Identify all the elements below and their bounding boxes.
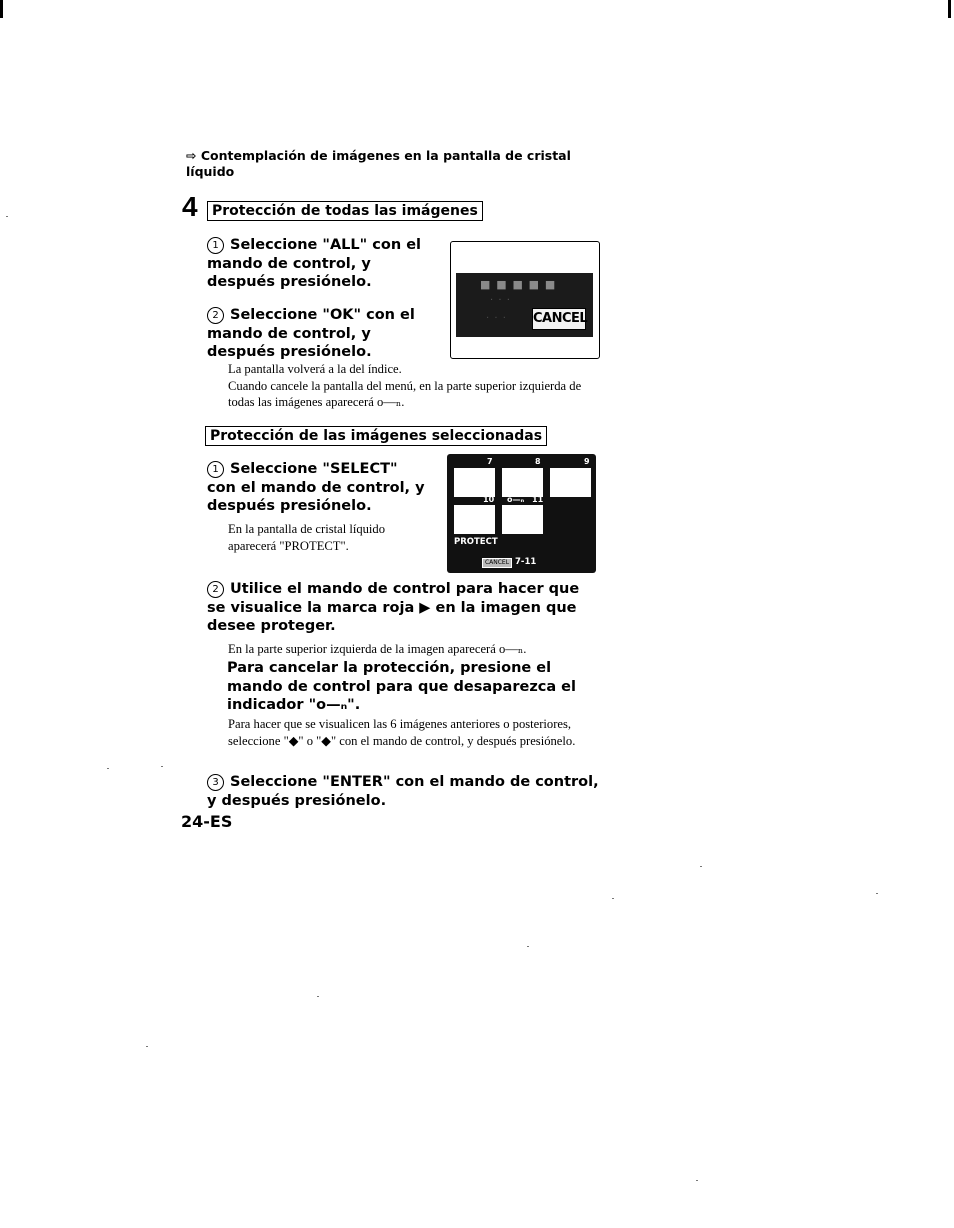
scan-edge-mark-left — [0, 0, 3, 18]
note-all-line1: La pantalla volverá a la del índice. — [228, 362, 402, 376]
page-number: 24-ES — [181, 812, 233, 831]
step-sel-1 — [207, 460, 429, 516]
scan-speck — [6, 216, 8, 217]
note-all — [228, 361, 588, 411]
note-sel-2: En la parte superior izquierda de la imagen aparecerá o—ₙ. — [228, 642, 527, 656]
scan-speck — [696, 1180, 698, 1181]
cancel-button: CANCEL — [532, 308, 586, 330]
thumbnail-9 — [550, 468, 591, 497]
step-all-1 — [207, 236, 439, 292]
heading-protect-all: Protección de todas las imágenes — [207, 201, 483, 221]
thumb-label: 11 — [532, 495, 544, 504]
cancel-button: CANCEL — [482, 558, 512, 568]
step-all-2 — [207, 306, 439, 362]
thumbnail-10 — [454, 505, 495, 534]
thumb-label: 7 — [487, 457, 493, 466]
step-sel-3 — [207, 773, 602, 810]
scan-speck — [107, 768, 109, 769]
thumb-label: 9 — [584, 457, 590, 466]
lcd-menu-row-1: ■ ■ ■ ■ ■ — [480, 278, 557, 291]
lcd-display — [456, 273, 593, 337]
protect-key-icon: o—ₙ — [507, 495, 525, 504]
step-marker-1: 1 — [207, 237, 224, 254]
scan-speck — [527, 946, 529, 947]
step-marker-2: 2 — [207, 307, 224, 324]
lcd-menu-row-2: · · · — [490, 295, 511, 306]
note-sel-1: En la pantalla de cristal líquido aparecerá "PROTECT". — [228, 522, 386, 553]
scan-speck — [876, 893, 878, 894]
step-number: 4 — [182, 191, 198, 222]
scan-speck — [317, 996, 319, 997]
step-all-1-text: Seleccione "ALL" con el mando de control, y después presiónelo. — [207, 237, 421, 290]
lcd-menu-row-3: · · · — [486, 313, 507, 324]
thumbnail-8 — [502, 468, 543, 497]
note-navigation: Para hacer que se visualicen las 6 imágenes anteriores o posteriores, seleccione "◆" o "◆" con el mando de control, y después presiónelo. — [228, 717, 576, 748]
step-marker-3: 3 — [207, 774, 224, 791]
step-sel-1-text: Seleccione "SELECT" con el mando de control, y después presiónelo. — [207, 461, 425, 514]
scan-speck — [700, 866, 702, 867]
step-marker-2: 2 — [207, 581, 224, 598]
thumb-label: 8 — [535, 457, 541, 466]
lcd-screen-select-illustration — [447, 454, 596, 573]
step-sel-2-text: Utilice el mando de control para hacer que se visualice la marca roja ▶ en la imagen que desee proteger. — [207, 581, 580, 634]
lcd-screen-all-illustration — [450, 241, 600, 359]
page-header: ⇨ Contemplación de imágenes en la pantalla de cristal líquido — [186, 148, 571, 179]
scan-speck — [146, 1046, 148, 1047]
step-sel-3-text: Seleccione "ENTER" con el mando de control, y después presiónelo. — [207, 774, 599, 809]
protect-label: PROTECT — [454, 537, 498, 547]
scan-speck — [612, 898, 614, 899]
step-marker-1: 1 — [207, 461, 224, 478]
step-all-2-text: Seleccione "OK" con el mando de control, y después presiónelo. — [207, 307, 415, 360]
note-all-line2: Cuando cancele la pantalla del menú, en la parte superior izquierda de todas las imágenes aparecerá o—ₙ. — [228, 378, 582, 409]
step-sel-2 — [207, 580, 597, 636]
scan-edge-mark-right — [948, 0, 951, 18]
thumb-label: 10 — [483, 495, 495, 504]
scan-speck — [161, 766, 163, 767]
cancel-protection-instruction: Para cancelar la protección, presione el mando de control para que desaparezca el indicador "o—ₙ". — [227, 660, 576, 713]
image-range-label: 7-11 — [515, 557, 537, 567]
thumbnail-7 — [454, 468, 495, 497]
heading-protect-selected: Protección de las imágenes seleccionadas — [205, 426, 547, 446]
thumbnail-11 — [502, 505, 543, 534]
